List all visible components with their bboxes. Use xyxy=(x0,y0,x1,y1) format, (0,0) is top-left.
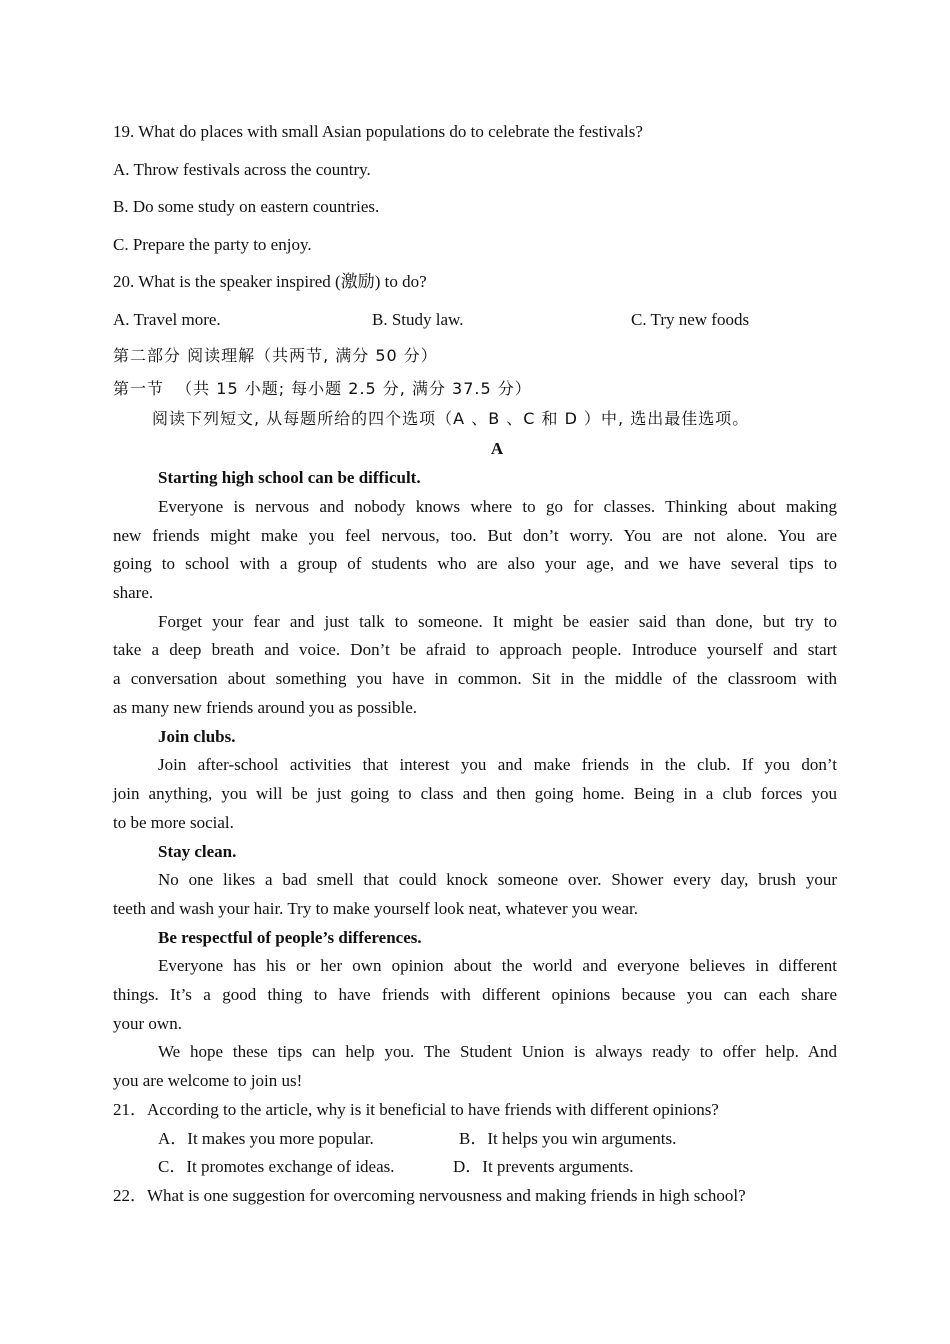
paragraph-line: a conversation about something you have in common. Sit in the middle of the classroom with xyxy=(113,669,837,688)
heading-be-respectful: Be respectful of people’s differences. xyxy=(158,928,422,947)
q20-stem: 20. What is the speaker inspired (激励) to do? xyxy=(113,272,427,291)
paragraph-line: new friends might make you feel nervous, too. But don’t worry. You are not alone. You are xyxy=(113,526,837,545)
q19-stem: 19. What do places with small Asian populations do to celebrate the festivals? xyxy=(113,122,643,141)
q20-option-a: A. Travel more. xyxy=(113,310,221,329)
section1-header: 第一节 （共 15 小题; 每小题 2.5 分, 满分 37.5 分） xyxy=(113,379,532,398)
q19-option-a: A. Throw festivals across the country. xyxy=(113,160,371,179)
q20-option-c: C. Try new foods xyxy=(631,310,750,329)
passage-label: A xyxy=(490,439,504,458)
q21-option-c: C．It promotes exchange of ideas. xyxy=(158,1157,395,1176)
reading-instruction: 阅读下列短文, 从每题所给的四个选项（A 、B 、C 和 D ）中, 选出最佳选项。 xyxy=(152,409,750,428)
q21-option-b: B．It helps you win arguments. xyxy=(459,1129,677,1148)
q22-stem: 22．What is one suggestion for overcoming nervousness and making friends in high school? xyxy=(113,1186,746,1205)
paragraph-line: things. It’s a good thing to have friends with different opinions because you can each share xyxy=(113,985,837,1004)
paragraph-line: Join after-school activities that interest you and make friends in the club. If you don’t xyxy=(158,755,837,774)
q21-option-a: A．It makes you more popular. xyxy=(158,1129,374,1148)
paragraph-line: as many new friends around you as possible. xyxy=(113,698,418,717)
q21-stem: 21．According to the article, why is it beneficial to have friends with different opinions? xyxy=(113,1100,719,1119)
paragraph-line: take a deep breath and voice. Don’t be afraid to approach people. Introduce yourself and start xyxy=(113,640,837,659)
paragraph-line: Forget your fear and just talk to someone. It might be easier said than done, but try to xyxy=(158,612,837,631)
paragraph-line: you are welcome to join us! xyxy=(113,1071,303,1090)
paragraph-line: share. xyxy=(113,583,154,602)
q21-option-d: D．It prevents arguments. xyxy=(453,1157,634,1176)
paragraph-line: your own. xyxy=(113,1014,182,1033)
paragraph-line: We hope these tips can help you. The Student Union is always ready to offer help. And xyxy=(158,1042,837,1061)
paragraph-line: No one likes a bad smell that could knock someone over. Shower every day, brush your xyxy=(158,870,837,889)
paragraph-line: Everyone is nervous and nobody knows where to go for classes. Thinking about making xyxy=(158,497,837,516)
q19-option-b: B. Do some study on eastern countries. xyxy=(113,197,380,216)
q19-option-c: C. Prepare the party to enjoy. xyxy=(113,235,312,254)
heading-starting-high-school: Starting high school can be difficult. xyxy=(158,468,421,487)
paragraph-line: Everyone has his or her own opinion about the world and everyone believes in different xyxy=(158,956,837,975)
paragraph-line: going to school with a group of students who are also your age, and we have several tips to xyxy=(113,554,837,573)
q20-option-b: B. Study law. xyxy=(372,310,464,329)
part2-header: 第二部分 阅读理解（共两节, 满分 50 分） xyxy=(113,346,438,365)
heading-stay-clean: Stay clean. xyxy=(158,842,237,861)
paragraph-line: join anything, you will be just going to class and then going home. Being in a club forces you xyxy=(113,784,837,803)
paragraph-line: teeth and wash your hair. Try to make yourself look neat, whatever you wear. xyxy=(113,899,638,918)
paragraph-line: to be more social. xyxy=(113,813,234,832)
heading-join-clubs: Join clubs. xyxy=(158,727,236,746)
